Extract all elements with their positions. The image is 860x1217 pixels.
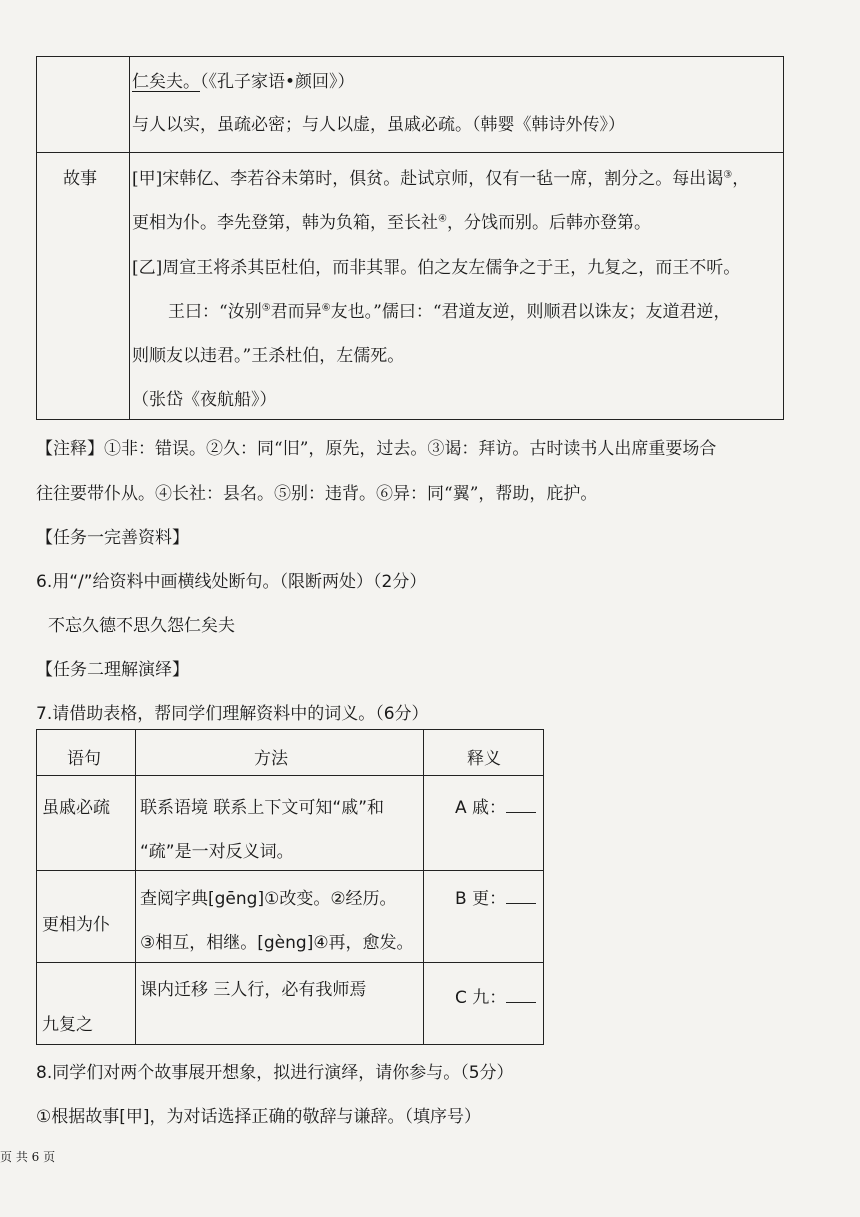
table-row-2-method: 查阅字典[gēng]①改变。②经历。 [140,889,397,909]
table-header-phrase: 语句 [67,749,101,769]
table-row-3-method: 课内迁移 三人行，必有我师焉 [140,980,367,1000]
table-row-1-method: “疏”是一对反义词。 [140,842,294,862]
table-row-2-phrase: 更相为仆 [42,915,110,935]
table-row-1-answer [455,793,536,818]
question-6: 6.用“/”给资料中画横线处断句。（限断两处）（2分） [36,572,427,592]
note-marker: ⑤ [261,302,271,314]
story-text: [甲]宋韩亿、李若谷未第时，俱贫。赴试京师，仅有一毡一席，割分之。每出谒 [132,169,724,189]
answer-label: A 戚： [455,798,507,818]
notes-line-1: 【注释】①非：错误。②久：同“旧”，原先，过去。③谒：拜访。古时读书人出席重要场合 [36,439,717,459]
question-7: 7.请借助表格，帮同学们理解资料中的词义。（6分） [36,704,429,724]
table-row-1-phrase: 虽戚必疏 [42,798,110,818]
task1-title: 【任务一完善资料】 [36,528,189,548]
table-column-divider [135,730,136,1044]
notes-line-2: 往往要带仆从。④长社：县名。⑤别：违背。⑥异：同“翼”，帮助，庇护。 [36,484,598,504]
table-column-divider [129,57,130,419]
underlined-phrase: 仁矣夫。 [132,72,200,92]
table-row-1-method: 联系语境 联系上下文可知“戚”和 [140,798,385,818]
question-8: 8.同学们对两个故事展开想象，拟进行演绎，请你参与。（5分） [36,1063,514,1083]
story-jia-line-1 [132,164,749,189]
answer-blank[interactable] [506,798,536,813]
story-text: 友也。”儒曰：“君道友逆，则顺君以诛友；友道君逆， [330,302,731,322]
story-yi-line-2 [168,297,731,322]
table-row-3-answer [455,983,536,1008]
row-label-story: 故事 [63,169,97,189]
note-marker: ③ [723,169,733,181]
answer-blank[interactable] [506,889,536,904]
answer-blank[interactable] [506,988,536,1003]
material-quote-line-1 [132,67,355,92]
story-yi-line-1: [乙]周宣王将杀其臣杜伯，而非其罪。伯之友左儒争之于王，九复之，而王不听。 [132,258,741,278]
table-header-method: 方法 [254,749,288,769]
table-row-divider [37,775,543,776]
story-text: ，分饯而别。后韩亦登第。 [446,213,651,233]
note-marker: ⑥ [321,302,331,314]
table-row-3-phrase: 九复之 [42,1015,93,1035]
table-row-2-method: ③相互，相继。[gèng]④再，愈发。 [140,933,414,953]
table-row-divider [37,870,543,871]
page-footer: 页 共 6 页 [0,1150,56,1164]
story-jia-line-2 [132,208,651,233]
table-header-meaning: 释义 [467,749,501,769]
q6-text: 不忘久德不思久怨仁矣夫 [48,616,235,636]
material-quote-line-2: 与人以实，虽疏必密；与人以虚，虽戚必疏。（韩婴《韩诗外传》） [132,115,625,135]
story-text: 君而异 [270,302,322,322]
story-text: 王曰：“汝别 [168,302,262,322]
story-text: ， [732,169,750,189]
quote-source: （《孔子家语•颜回》） [200,72,355,92]
table-row-divider [37,962,543,963]
story-text: 更相为仆。李先登第，韩为负箱，至长社 [132,213,438,233]
table-row-2-answer [455,884,536,909]
answer-label: C 九： [455,988,507,1008]
table-row-divider [37,152,783,153]
note-marker: ④ [438,213,447,225]
question-8-part-1: ①根据故事[甲]，为对话选择正确的敬辞与谦辞。（填序号） [36,1107,482,1127]
story-source: （张岱《夜航船》） [132,390,277,410]
table-column-divider [423,730,424,1044]
task2-title: 【任务二理解演绎】 [36,660,189,680]
story-yi-line-3: 则顺友以违君。”王杀杜伯，左儒死。 [132,346,405,366]
answer-label: B 更： [455,889,507,909]
